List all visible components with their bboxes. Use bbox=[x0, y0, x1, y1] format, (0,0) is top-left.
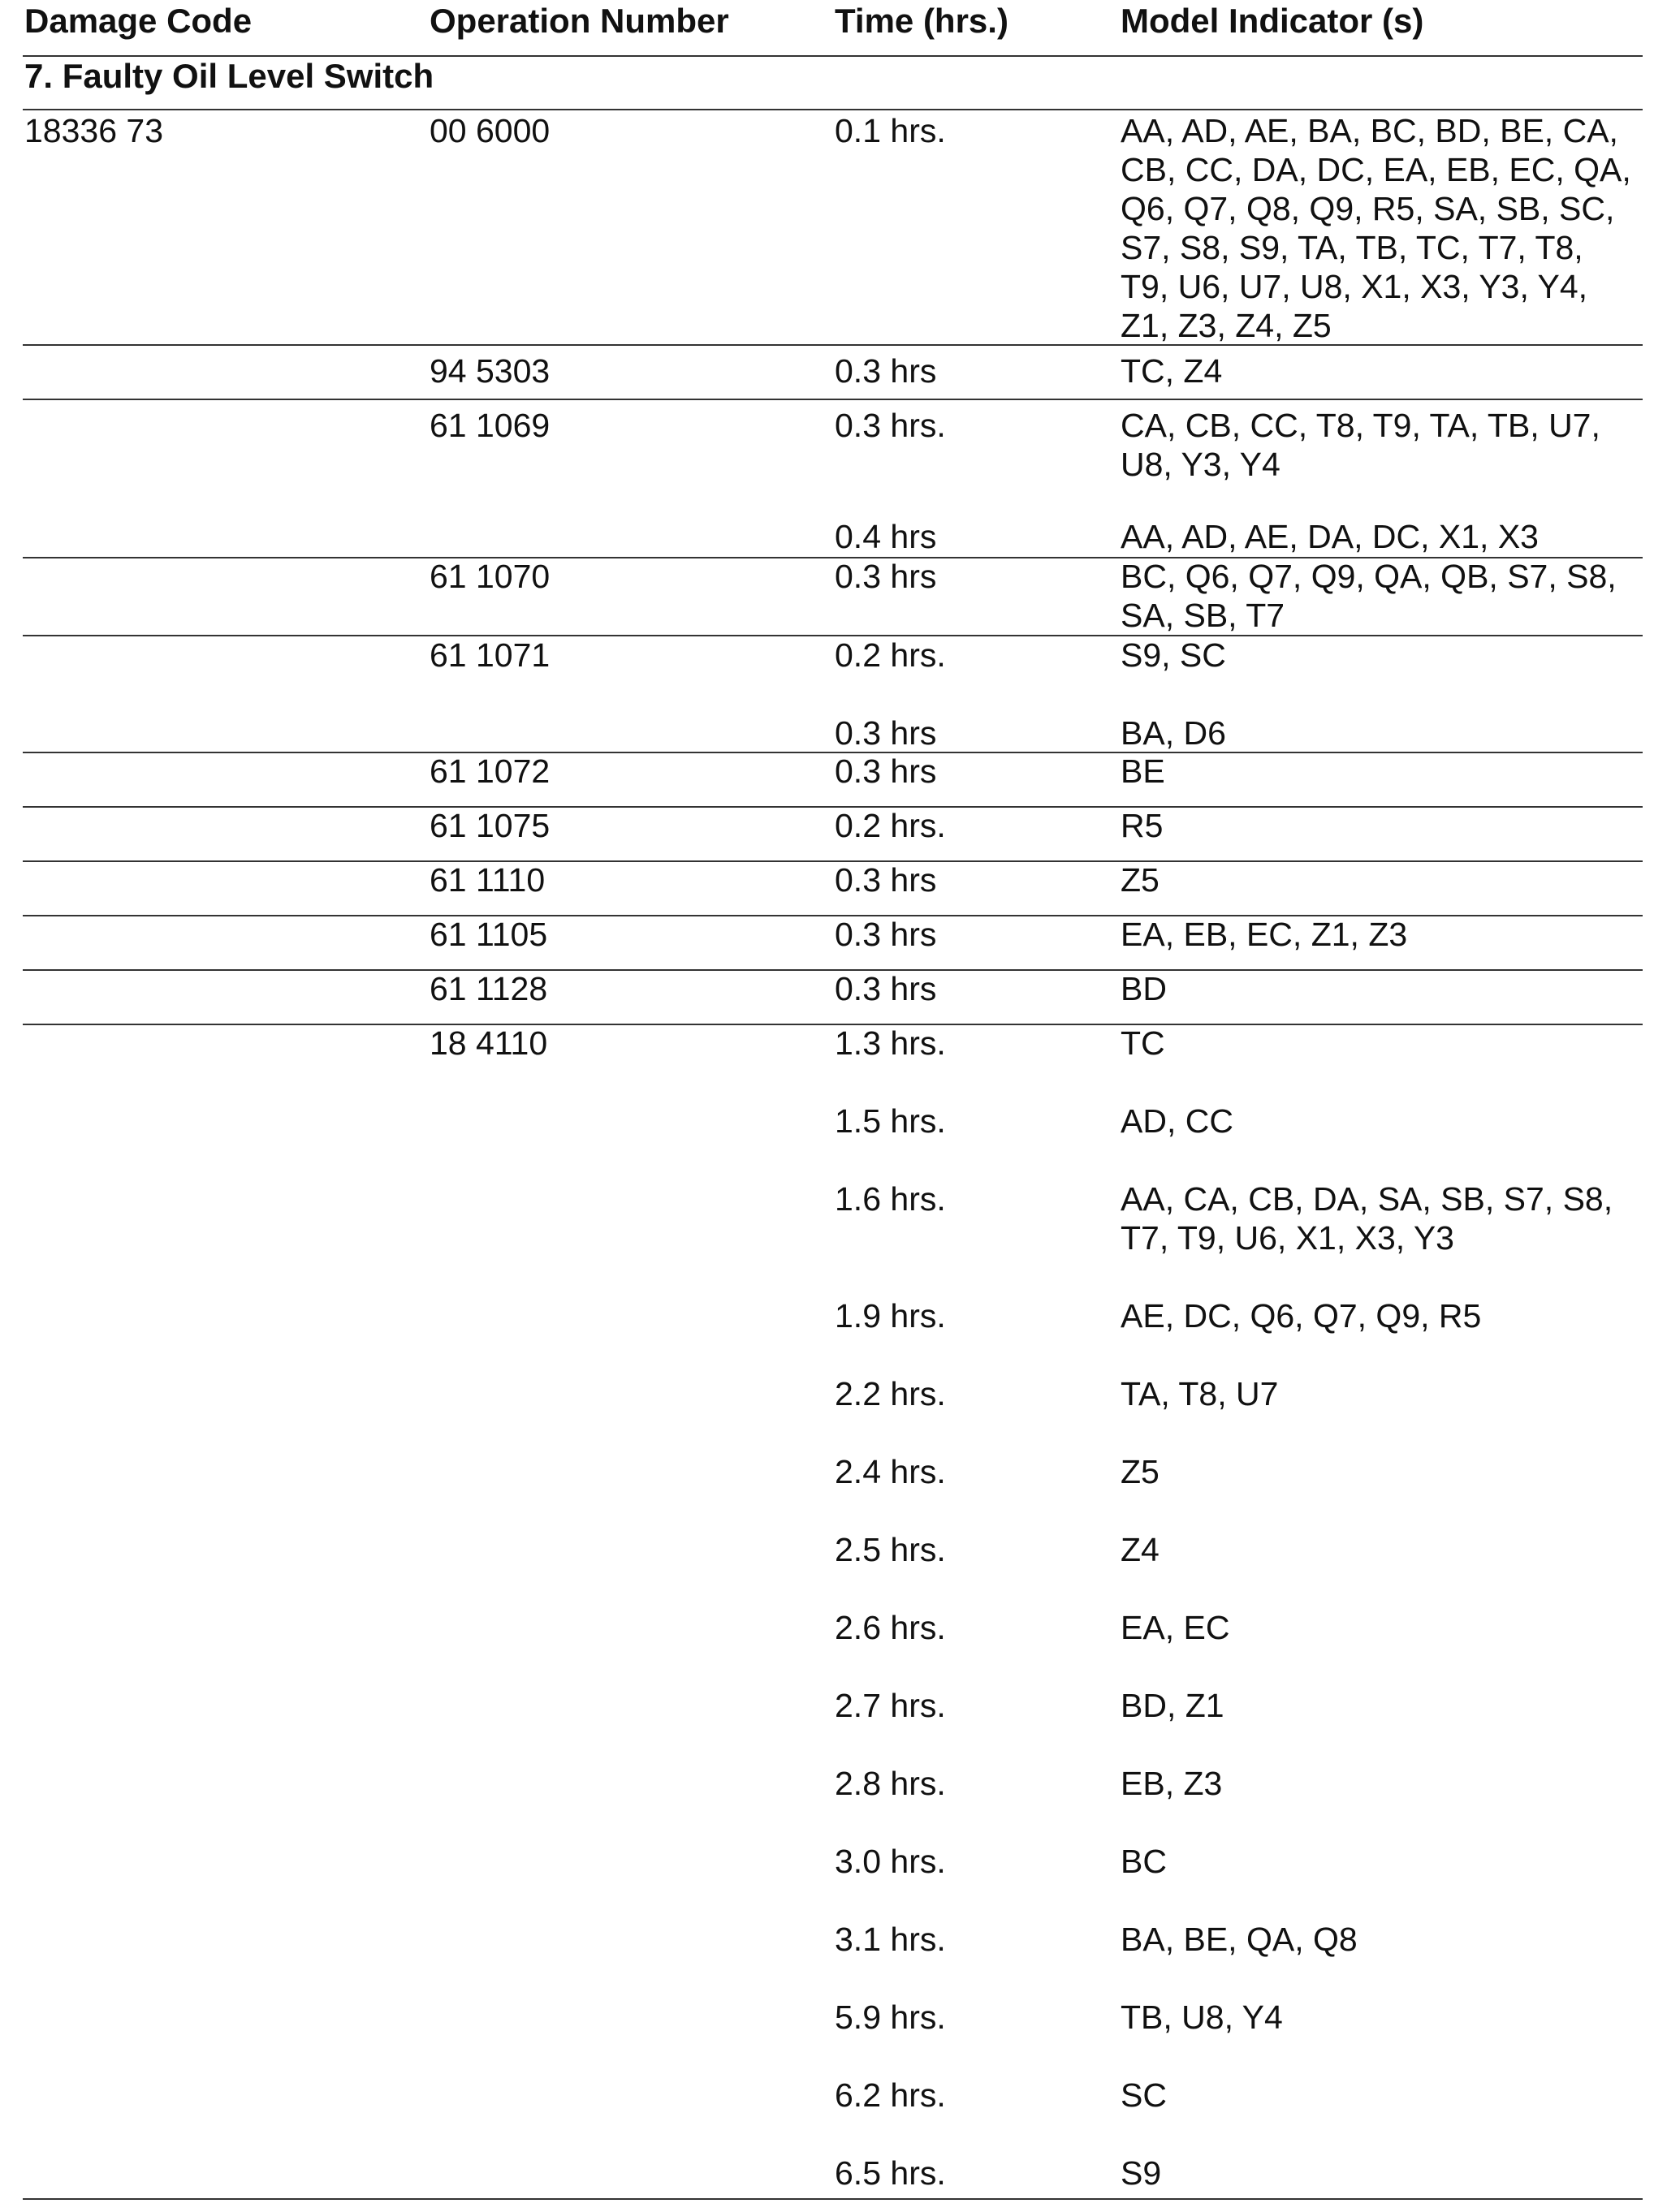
row-divider bbox=[23, 806, 1643, 808]
model-indicators: BD bbox=[1121, 970, 1167, 1007]
time-value: 0.3 hrs bbox=[835, 861, 937, 899]
model-indicators: EA, EC bbox=[1121, 1609, 1230, 1646]
table-bottom-border bbox=[23, 2198, 1643, 2200]
model-indicators: BD, Z1 bbox=[1121, 1687, 1224, 1724]
operation-number: 18 4110 bbox=[430, 1024, 548, 1062]
model-indicators: EB, Z3 bbox=[1121, 1765, 1223, 1802]
model-indicators: R5 bbox=[1121, 807, 1164, 844]
model-indicators: TC, Z4 bbox=[1121, 352, 1223, 390]
model-indicators: AA, AD, AE, BA, BC, BD, BE, CA, bbox=[1121, 112, 1618, 149]
time-value: 0.4 hrs bbox=[835, 518, 937, 555]
row-divider bbox=[23, 1024, 1643, 1025]
operation-number: 61 1110 bbox=[430, 861, 546, 899]
operation-number: 61 1071 bbox=[430, 636, 551, 674]
model-indicators: AA, CA, CB, DA, SA, SB, S7, S8, bbox=[1121, 1180, 1613, 1218]
time-value: 5.9 hrs. bbox=[835, 1999, 946, 2036]
time-value: 0.3 hrs bbox=[835, 714, 937, 752]
model-indicators: T9, U6, U7, U8, X1, X3, Y3, Y4, bbox=[1121, 268, 1588, 305]
model-indicators: Z1, Z3, Z4, Z5 bbox=[1121, 307, 1332, 344]
time-value: 1.3 hrs. bbox=[835, 1024, 946, 1062]
operation-number: 61 1105 bbox=[430, 916, 548, 953]
model-indicators: TB, U8, Y4 bbox=[1121, 1999, 1283, 2036]
model-indicators: CB, CC, DA, DC, EA, EB, EC, QA, bbox=[1121, 151, 1631, 188]
model-indicators: S7, S8, S9, TA, TB, TC, T7, T8, bbox=[1121, 229, 1583, 266]
model-indicators: BC, Q6, Q7, Q9, QA, QB, S7, S8, bbox=[1121, 558, 1617, 595]
section-title: 7. Faulty Oil Level Switch bbox=[24, 57, 434, 95]
time-value: 2.4 hrs. bbox=[835, 1453, 946, 1490]
model-indicators: AA, AD, AE, DA, DC, X1, X3 bbox=[1121, 518, 1539, 555]
row-divider bbox=[23, 344, 1643, 346]
row-divider bbox=[23, 860, 1643, 862]
header-operation-number: Operation Number bbox=[430, 2, 729, 40]
time-value: 0.3 hrs bbox=[835, 558, 937, 595]
model-indicators: TA, T8, U7 bbox=[1121, 1375, 1279, 1412]
model-indicators: S9 bbox=[1121, 2154, 1162, 2192]
model-indicators: SC bbox=[1121, 2076, 1167, 2114]
time-value: 0.3 hrs bbox=[835, 916, 937, 953]
model-indicators: Q6, Q7, Q8, Q9, R5, SA, SB, SC, bbox=[1121, 190, 1615, 227]
model-indicators: S9, SC bbox=[1121, 636, 1226, 674]
time-value: 2.5 hrs. bbox=[835, 1531, 946, 1568]
model-indicators: Z5 bbox=[1121, 861, 1160, 899]
header-damage-code: Damage Code bbox=[24, 2, 253, 40]
operation-number: 94 5303 bbox=[430, 352, 551, 390]
operation-number: 61 1069 bbox=[430, 407, 551, 444]
time-value: 0.3 hrs bbox=[835, 752, 937, 790]
time-value: 1.5 hrs. bbox=[835, 1102, 946, 1140]
model-indicators: AE, DC, Q6, Q7, Q9, R5 bbox=[1121, 1297, 1482, 1335]
model-indicators: BA, D6 bbox=[1121, 714, 1226, 752]
model-indicators: T7, T9, U6, X1, X3, Y3 bbox=[1121, 1219, 1454, 1257]
model-indicators: TC bbox=[1121, 1024, 1165, 1062]
damage-code: 18336 73 bbox=[24, 112, 164, 149]
model-indicators: BA, BE, QA, Q8 bbox=[1121, 1921, 1358, 1958]
model-indicators: EA, EB, EC, Z1, Z3 bbox=[1121, 916, 1408, 953]
time-value: 0.1 hrs. bbox=[835, 112, 946, 149]
time-value: 0.3 hrs bbox=[835, 970, 937, 1007]
operation-number: 00 6000 bbox=[430, 112, 551, 149]
header-model-indicator: Model Indicator (s) bbox=[1121, 2, 1424, 40]
time-value: 0.2 hrs. bbox=[835, 807, 946, 844]
model-indicators: AD, CC bbox=[1121, 1102, 1233, 1140]
model-indicators: Z4 bbox=[1121, 1531, 1160, 1568]
time-value: 6.2 hrs. bbox=[835, 2076, 946, 2114]
model-indicators: CA, CB, CC, T8, T9, TA, TB, U7, bbox=[1121, 407, 1600, 444]
time-value: 3.0 hrs. bbox=[835, 1843, 946, 1880]
row-divider bbox=[23, 969, 1643, 971]
row-divider bbox=[23, 752, 1643, 753]
row-divider bbox=[23, 557, 1643, 558]
operation-number: 61 1072 bbox=[430, 752, 551, 790]
model-indicators: BC bbox=[1121, 1843, 1167, 1880]
model-indicators: SA, SB, T7 bbox=[1121, 597, 1285, 634]
time-value: 2.2 hrs. bbox=[835, 1375, 946, 1412]
time-value: 6.5 hrs. bbox=[835, 2154, 946, 2192]
time-value: 2.8 hrs. bbox=[835, 1765, 946, 1802]
row-divider bbox=[23, 635, 1643, 636]
row-divider bbox=[23, 399, 1643, 400]
model-indicators: U8, Y3, Y4 bbox=[1121, 446, 1280, 483]
time-value: 1.6 hrs. bbox=[835, 1180, 946, 1218]
section-divider bbox=[23, 109, 1643, 110]
operation-number: 61 1128 bbox=[430, 970, 548, 1007]
time-value: 3.1 hrs. bbox=[835, 1921, 946, 1958]
header-time: Time (hrs.) bbox=[835, 2, 1008, 40]
model-indicators: Z5 bbox=[1121, 1453, 1160, 1490]
time-value: 0.3 hrs bbox=[835, 352, 937, 390]
time-value: 2.6 hrs. bbox=[835, 1609, 946, 1646]
operation-number: 61 1075 bbox=[430, 807, 551, 844]
time-value: 1.9 hrs. bbox=[835, 1297, 946, 1335]
time-value: 0.2 hrs. bbox=[835, 636, 946, 674]
row-divider bbox=[23, 915, 1643, 916]
model-indicators: BE bbox=[1121, 752, 1165, 790]
time-value: 2.7 hrs. bbox=[835, 1687, 946, 1724]
operation-number: 61 1070 bbox=[430, 558, 551, 595]
time-value: 0.3 hrs. bbox=[835, 407, 946, 444]
